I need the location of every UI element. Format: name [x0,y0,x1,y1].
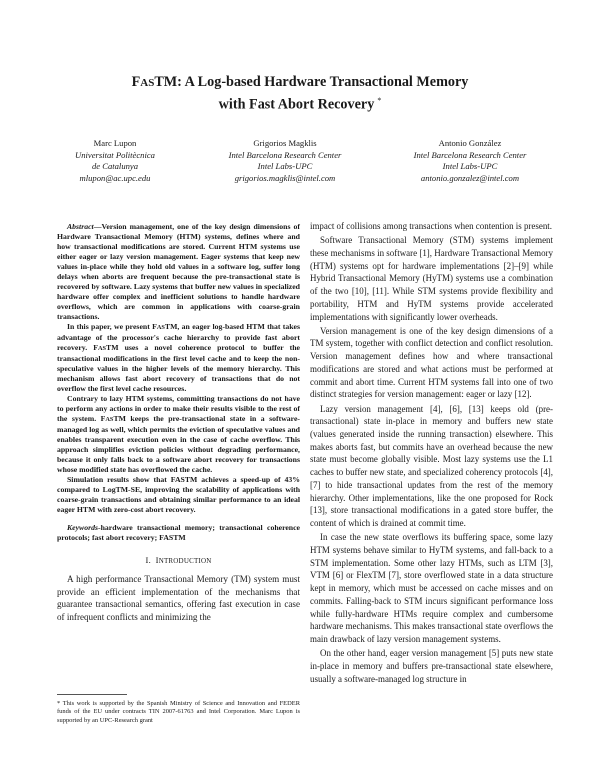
right-paragraph-5: On the other hand, eager version management [5] puts new state in-place in memory and buffers pre-transactional state elsewhere, usually a software-managed log structure in [310,648,553,684]
footnote: * This work is supported by the Spanish Ministry of Science and Innovation and FEDER funds of the EU under contracts TIN 2007-61763 and Intel Corporation. Marc Lupon is supported by an UPC-Research grant [57,700,300,724]
right-paragraph-1: Software Transactional Memory (STM) systems implement these mechanisms in software [1], Hardware Transactional Memory (HTM) systems opt for hardware implementations [2]–[9] while Hybrid Transactional Memory (HyTM) systems use a combination of the two [10], [11]. While STM systems provide flexibility and portability, HTM and HyTM systems provide accelerated implementations with significantly lower overheads. [310,235,553,322]
intro-paragraph: A high performance Transactional Memory (TM) system must provide an efficient implementation of the mechanisms that guarantee transactional semantics, offering fast execution in case of infrequent conflicts and minimizing the [57,573,300,623]
author-1-email: mlupon@ac.upc.edu [79,172,151,183]
keywords: Keywords-hardware transactional memory; transactional coherence protocols; fast abort recovery; FASTM [57,523,300,542]
right-paragraph-4: In case the new state overflows its buffering space, some lazy HTM systems behave similar to HyTM systems, and fall-back to a STM implementation. Some other lazy HTMs, such as LTM [3], VTM [6] or FlexTM [7], store overflowed state in a data structure kept in memory, which must be accessed on cache misses and on commits. Falling-back to STM incurs significant performance loss while fully-hardware HTMs require complex and cumbersome hardware mechanisms. This makes transactional state overflows the main drawback of lazy version management systems. [310,532,553,644]
paper-title-line1: FASTM: A Log-based Hardware Transactional Memory [131,74,469,90]
right-column [310,220,553,687]
right-paragraph-0: impact of collisions among transactions when contention is present. [310,221,553,231]
abstract: Abstract—Version management, one of the key design dimensions of Hardware Transactional Memory (HTM) systems, defines where and how transactional modifications are stored. Current HTM systems use either eager or lazy version management. Eager systems that keep new values in-place while they hold old values in a software log, suffer long delays when aborts are frequent because the pre-transactional state is recovered by software. Lazy systems that buffer new values in specialized hardware offer complex and inefficient solutions to handle hardware overflows, which are common in applications with coarse-grain transactions. In this paper, we present FASTM, an eager log-based HTM that takes advantage of the processor's cache hierarchy to provide fast abort recovery. FASTM uses a novel coherence protocol to buffer the transactional modifications in the first level cache and to keep the non-speculative values in the higher levels of the memory hierarchy. This mechanism allows fast abort recovery of transactions that do not overflow the first level cache resources. Contrary to lazy HTM systems, committing transactions do not have to perform any actions in order to make their results visible to the rest of the system. FASTM keeps the pre-transactional state in a software-managed log as well, which permits the eviction of speculative values and enables transparent execution even in the case of cache overflow. This approach simplifies eviction policies without degrading performance, because it only falls back to a software abort recovery for transactions whose modified state has overflowed the cache. Simulation results show that FASTM achieves a speed-up of 43% compared to LogTM-SE, improving the scalability of applications with coarse-grain transactions and obtaining similar performance to an ideal eager HTM with zero-cost abort recovery. [57,222,301,514]
author-3: Antonio González Intel Barcelona Research Center Intel Labs-UPC antonio.gonzalez@intel.com [380,138,560,184]
left-column [57,222,300,624]
title-footnote-marker: * [377,96,382,105]
author-1: Marc Lupon Universitat Politècnica de Catalunya mlupon@ac.upc.edu [40,138,190,184]
author-2-email: grigorios.magklis@intel.com [234,172,336,183]
footnote-rule [57,694,127,695]
paper-title-line2: with Fast Abort Recovery * [218,96,382,113]
section-heading-introduction: I. INTRODUCTION [145,555,212,565]
author-2: Grigorios Magklis Intel Barcelona Research Center Intel Labs-UPC grigorios.magklis@intel.com [195,138,375,184]
right-paragraph-3: Lazy version management [4], [6], [13] keeps old (pre-transactional) state in-place in memory and buffers new state (values generated inside the running transaction) elsewhere. This makes aborts fast, but commits have an overhead because the new state must become globally visible. Most lazy systems use the L1 caches to buffer new state, and specialized coherency protocols [4], [7] to hide transactional updates from the rest of the memory hierarchy. Other implementations, like the one proposed for Rock [13], store transactional modifications in a gated store buffer, the content of which is drained at commit time. [310,403,553,529]
author-block [40,138,560,184]
right-paragraph-2: Version management is one of the key design dimensions of a TM system, together with conflict detection and conflict resolution. Version management defines how and where transactional modifications are stored and what actions must be performed at commit and abort time. Current HTM systems fall into one of two distinct strategies for version management: eager or lazy [12]. [310,325,553,400]
author-3-email: antonio.gonzalez@intel.com [420,172,520,183]
